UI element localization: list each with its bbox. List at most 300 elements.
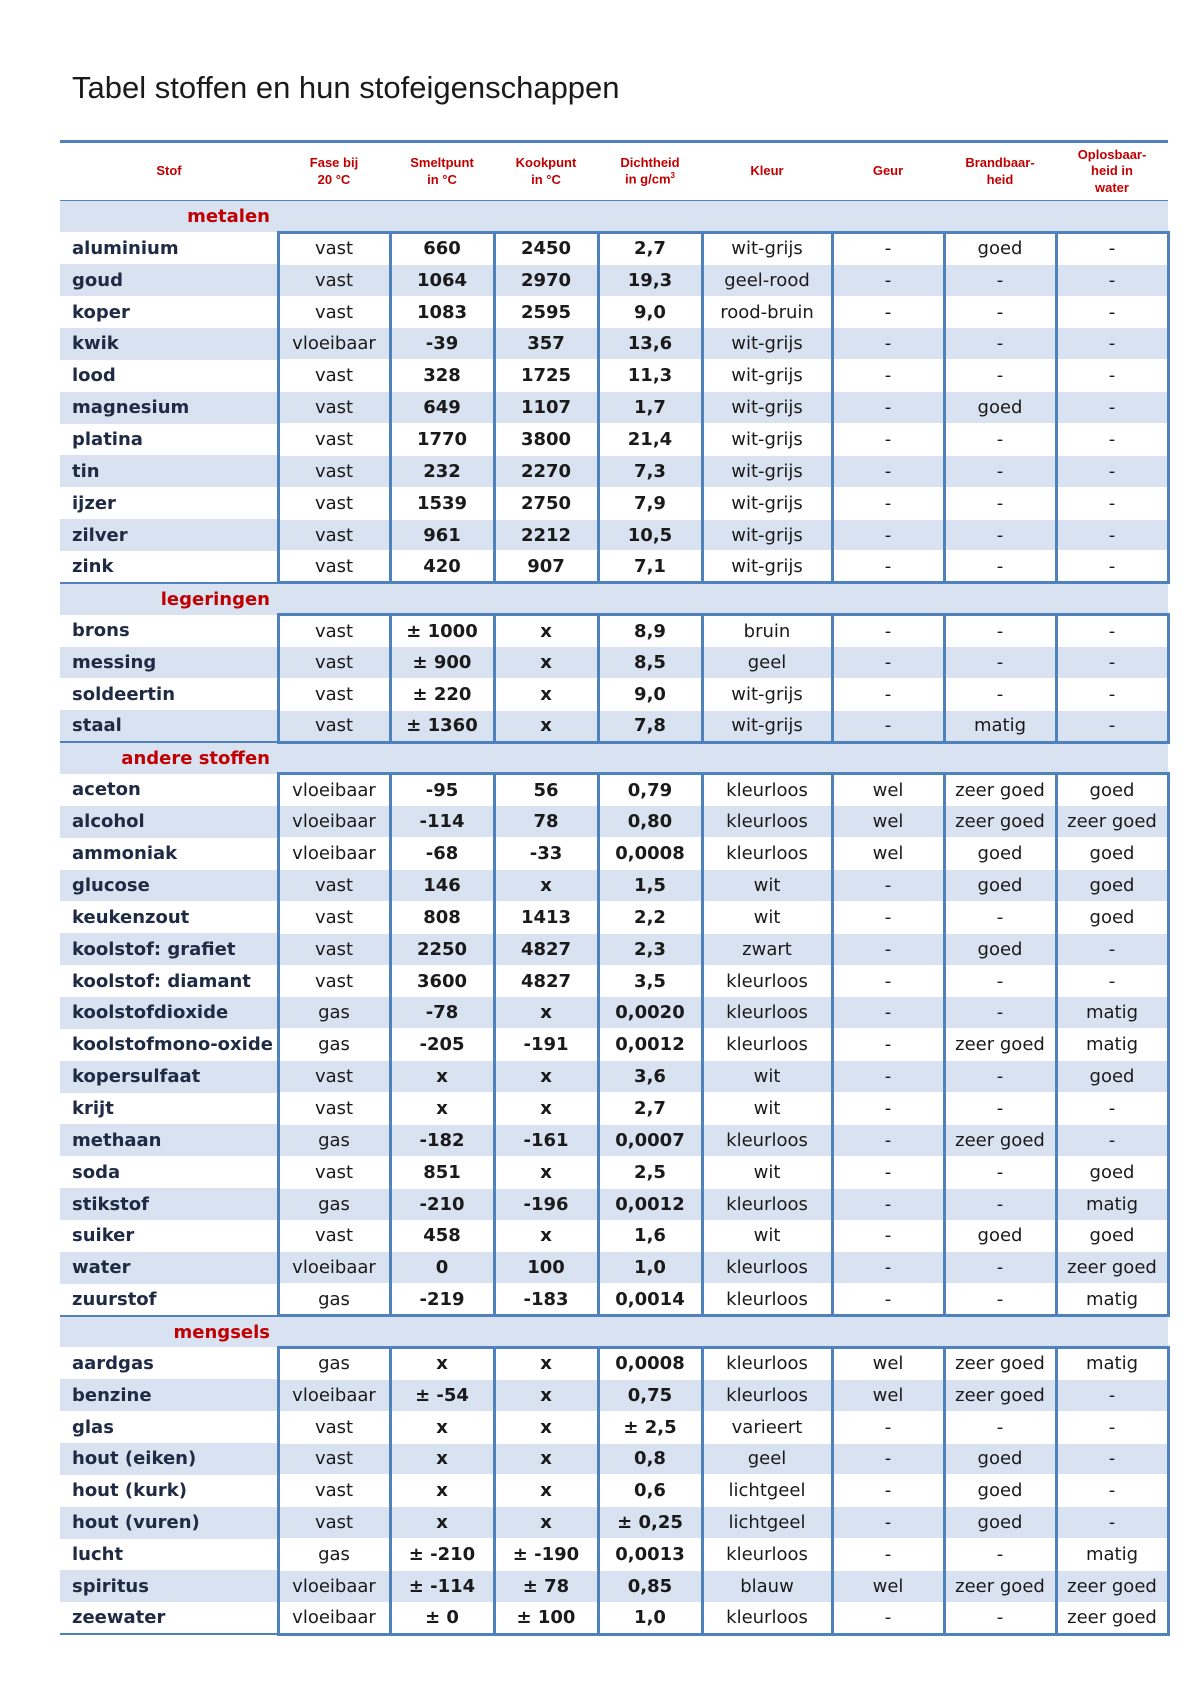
table-cell: - <box>1056 1379 1168 1411</box>
table-cell: matig <box>1056 997 1168 1029</box>
table-cell: 0,0013 <box>598 1539 702 1571</box>
table-cell: 0,79 <box>598 774 702 806</box>
table-row <box>60 1539 1168 1571</box>
table-cell: vast <box>278 455 390 487</box>
table-cell: - <box>944 424 1056 456</box>
table-cell: x <box>494 710 598 742</box>
table-cell: 11,3 <box>598 360 702 392</box>
table-cell: x <box>494 870 598 902</box>
table-cell: vloeibaar <box>278 1602 390 1634</box>
table-cell: matig <box>1056 1539 1168 1571</box>
table-cell: matig <box>944 710 1056 742</box>
substance-name: zink <box>72 555 114 577</box>
table-cell: kleurloos <box>702 1284 832 1316</box>
table-cell: 100 <box>494 1252 598 1284</box>
table-cell: 0,85 <box>598 1570 702 1602</box>
table-cell: 7,1 <box>598 551 702 583</box>
header-kookpunt: Kookpunt in °C <box>515 155 577 187</box>
table-cell: 4827 <box>494 965 598 997</box>
table-cell: ± 0 <box>390 1602 494 1634</box>
table-cell: vloeibaar <box>278 1379 390 1411</box>
table-cell: wit-grijs <box>702 392 832 424</box>
table-cell: rood-bruin <box>702 296 832 328</box>
table-cell: geel <box>702 647 832 679</box>
table-cell: gas <box>278 1347 390 1379</box>
table-cell: - <box>832 1443 944 1475</box>
table-row <box>60 647 1168 679</box>
table-cell: kleurloos <box>702 1029 832 1061</box>
table-cell: - <box>1056 519 1168 551</box>
table-cell: x <box>390 1093 494 1125</box>
table-cell: x <box>494 1507 598 1539</box>
table-cell: kleurloos <box>702 997 832 1029</box>
table-cell: - <box>944 296 1056 328</box>
table-cell: 3800 <box>494 424 598 456</box>
table-cell: 3,6 <box>598 1061 702 1093</box>
table-cell: 0,80 <box>598 806 702 838</box>
table-cell: 1,0 <box>598 1252 702 1284</box>
table-cell: x <box>494 615 598 647</box>
table-cell: 2595 <box>494 296 598 328</box>
substance-name: koolstof: grafiet <box>72 938 236 960</box>
table-cell: goed <box>944 1443 1056 1475</box>
table-cell: 2270 <box>494 455 598 487</box>
table-cell: 146 <box>390 870 494 902</box>
table-cell: gas <box>278 1539 390 1571</box>
table-cell: ± 1360 <box>390 710 494 742</box>
table-row <box>60 1570 1168 1602</box>
substance-name: benzine <box>72 1384 152 1406</box>
table-cell: 0,75 <box>598 1379 702 1411</box>
table-cell: 1,6 <box>598 1220 702 1252</box>
table-cell: 0,8 <box>598 1443 702 1475</box>
table-cell: - <box>1056 360 1168 392</box>
substance-name: glas <box>72 1416 114 1438</box>
substance-name: lucht <box>72 1544 124 1566</box>
table-cell: 2212 <box>494 519 598 551</box>
table-cell: kleurloos <box>702 1252 832 1284</box>
table-row <box>60 519 1168 551</box>
table-cell: - <box>832 551 944 583</box>
table-cell: - <box>944 1411 1056 1443</box>
table-cell: zeer goed <box>1056 1570 1168 1602</box>
table-row <box>60 455 1168 487</box>
category-row <box>60 1316 1168 1348</box>
table-row <box>60 1411 1168 1443</box>
table-cell: 1725 <box>494 360 598 392</box>
table-cell: 357 <box>494 328 598 360</box>
table-cell: - <box>1056 296 1168 328</box>
substance-name: zilver <box>72 524 128 546</box>
table-cell: 56 <box>494 774 598 806</box>
table-row <box>60 1093 1168 1125</box>
header-brandbaarheid: Brandbaar- heid <box>965 155 1035 187</box>
table-cell: wit-grijs <box>702 519 832 551</box>
table-cell: zeer goed <box>944 1379 1056 1411</box>
substance-name: stikstof <box>72 1193 149 1215</box>
header-row <box>60 142 1168 201</box>
substance-name: krijt <box>72 1097 114 1119</box>
table-cell: - <box>832 870 944 902</box>
table-cell: kleurloos <box>702 774 832 806</box>
table-cell: ± 1000 <box>390 615 494 647</box>
table-cell: kleurloos <box>702 1124 832 1156</box>
table-cell: wel <box>832 774 944 806</box>
table-cell: 1,7 <box>598 392 702 424</box>
table-row <box>60 1188 1168 1220</box>
table-cell: vast <box>278 296 390 328</box>
table-row <box>60 1252 1168 1284</box>
table-cell: goed <box>944 1220 1056 1252</box>
table-cell: - <box>944 328 1056 360</box>
table-cell: vast <box>278 870 390 902</box>
header-smeltpunt: Smeltpunt in °C <box>410 155 474 187</box>
table-cell: vast <box>278 360 390 392</box>
substance-name: koper <box>72 301 130 323</box>
table-cell: - <box>832 901 944 933</box>
substance-table <box>60 140 1170 1636</box>
table-cell: x <box>494 997 598 1029</box>
table-cell: 0,6 <box>598 1475 702 1507</box>
table-cell: 1083 <box>390 296 494 328</box>
table-cell: - <box>1056 710 1168 742</box>
table-cell: -183 <box>494 1284 598 1316</box>
table-row <box>60 1284 1168 1316</box>
table-cell: - <box>832 1539 944 1571</box>
table-cell: -39 <box>390 328 494 360</box>
category-filler <box>278 1316 1168 1348</box>
table-cell: - <box>832 615 944 647</box>
substance-name: hout (eiken) <box>72 1448 197 1470</box>
substance-name: koolstofmono-oxide <box>72 1034 273 1056</box>
table-cell: 458 <box>390 1220 494 1252</box>
table-cell: 1,0 <box>598 1602 702 1634</box>
substance-name: goud <box>72 269 123 291</box>
table-cell: wit <box>702 901 832 933</box>
table-row <box>60 551 1168 583</box>
table-cell: x <box>494 1443 598 1475</box>
substance-name: messing <box>72 651 157 673</box>
table-cell: - <box>832 678 944 710</box>
table-cell: 2,2 <box>598 901 702 933</box>
table-cell: 0,0012 <box>598 1188 702 1220</box>
table-cell: - <box>832 997 944 1029</box>
table-cell: kleurloos <box>702 838 832 870</box>
table-cell: gas <box>278 997 390 1029</box>
table-cell: - <box>832 1411 944 1443</box>
table-cell: -114 <box>390 806 494 838</box>
table-cell: 808 <box>390 901 494 933</box>
table-cell: goed <box>1056 774 1168 806</box>
table-cell: vast <box>278 965 390 997</box>
table-cell: wit-grijs <box>702 455 832 487</box>
table-cell: vast <box>278 1507 390 1539</box>
table-cell: ± -114 <box>390 1570 494 1602</box>
table-row <box>60 1507 1168 1539</box>
table-cell: - <box>944 965 1056 997</box>
table-cell: 0,0007 <box>598 1124 702 1156</box>
table-cell: 2750 <box>494 487 598 519</box>
table-row <box>60 1124 1168 1156</box>
table-cell: - <box>944 997 1056 1029</box>
table-cell: goed <box>944 1475 1056 1507</box>
table-cell: - <box>944 519 1056 551</box>
table-cell: 961 <box>390 519 494 551</box>
table-cell: -219 <box>390 1284 494 1316</box>
table-cell: - <box>1056 487 1168 519</box>
table-cell: vloeibaar <box>278 1252 390 1284</box>
table-cell: wit <box>702 1093 832 1125</box>
table-cell: 7,9 <box>598 487 702 519</box>
table-cell: - <box>832 1156 944 1188</box>
table-cell: - <box>832 1029 944 1061</box>
table-cell: zeer goed <box>1056 1602 1168 1634</box>
table-cell: - <box>944 1093 1056 1125</box>
table-cell: zeer goed <box>944 806 1056 838</box>
substance-name: hout (vuren) <box>72 1512 200 1534</box>
table-cell: vast <box>278 487 390 519</box>
table-cell: - <box>832 1188 944 1220</box>
table-cell: - <box>832 296 944 328</box>
table-cell: 2,7 <box>598 232 702 264</box>
table-cell: 2450 <box>494 232 598 264</box>
header-stof: Stof <box>156 163 182 179</box>
table-cell: - <box>1056 615 1168 647</box>
category-label: legeringen <box>60 583 278 615</box>
table-row <box>60 615 1168 647</box>
substance-name: aardgas <box>72 1352 154 1374</box>
page-title: Tabel stoffen en hun stofeigenschappen <box>72 70 620 105</box>
table-cell: goed <box>944 392 1056 424</box>
table-cell: gas <box>278 1188 390 1220</box>
table-cell: wit <box>702 1220 832 1252</box>
table-cell: goed <box>944 838 1056 870</box>
table-cell: wit-grijs <box>702 424 832 456</box>
table-cell: wit-grijs <box>702 678 832 710</box>
table-cell: - <box>944 1539 1056 1571</box>
substance-name: tin <box>72 460 100 482</box>
table-row <box>60 1443 1168 1475</box>
table-cell: 2250 <box>390 933 494 965</box>
table-cell: 0,0008 <box>598 1347 702 1379</box>
substance-name: alcohol <box>72 811 145 833</box>
table-cell: wit <box>702 870 832 902</box>
substance-name: soldeertin <box>72 683 176 705</box>
table-row <box>60 1602 1168 1634</box>
table-cell: vast <box>278 615 390 647</box>
table-cell: ± -190 <box>494 1539 598 1571</box>
table-cell: - <box>1056 1093 1168 1125</box>
table-cell: - <box>1056 392 1168 424</box>
table-cell: - <box>944 1602 1056 1634</box>
table-cell: ± 0,25 <box>598 1507 702 1539</box>
table-cell: wel <box>832 1570 944 1602</box>
substance-name: soda <box>72 1161 121 1183</box>
table-cell: goed <box>1056 870 1168 902</box>
table-cell: 21,4 <box>598 424 702 456</box>
substance-name: keukenzout <box>72 906 190 928</box>
table-cell: vloeibaar <box>278 838 390 870</box>
table-cell: 78 <box>494 806 598 838</box>
substance-name: platina <box>72 428 143 450</box>
table-cell: 1064 <box>390 264 494 296</box>
table-cell: - <box>832 1252 944 1284</box>
table-cell: - <box>832 264 944 296</box>
table-cell: vloeibaar <box>278 328 390 360</box>
table-cell: vast <box>278 551 390 583</box>
table-row <box>60 487 1168 519</box>
table-cell: wit-grijs <box>702 232 832 264</box>
table-row <box>60 838 1168 870</box>
table-cell: wit <box>702 1156 832 1188</box>
table-cell: 1107 <box>494 392 598 424</box>
table-cell: 1,5 <box>598 870 702 902</box>
table-cell: vast <box>278 647 390 679</box>
table-cell: - <box>1056 424 1168 456</box>
table-row <box>60 1220 1168 1252</box>
table-cell: 9,0 <box>598 678 702 710</box>
table-cell: gas <box>278 1124 390 1156</box>
table-cell: vast <box>278 519 390 551</box>
table-cell: matig <box>1056 1188 1168 1220</box>
table-cell: 1413 <box>494 901 598 933</box>
table-cell: x <box>494 1156 598 1188</box>
table-cell: - <box>1056 678 1168 710</box>
table-cell: goed <box>1056 1156 1168 1188</box>
table-cell: - <box>832 232 944 264</box>
table-cell: - <box>944 1188 1056 1220</box>
table-row <box>60 328 1168 360</box>
table-cell: matig <box>1056 1029 1168 1061</box>
table-cell: - <box>1056 232 1168 264</box>
table-cell: - <box>832 1602 944 1634</box>
table-cell: -182 <box>390 1124 494 1156</box>
table-row <box>60 360 1168 392</box>
table-cell: -191 <box>494 1029 598 1061</box>
table-cell: - <box>1056 1411 1168 1443</box>
table-cell: 0,0020 <box>598 997 702 1029</box>
table-cell: - <box>944 1156 1056 1188</box>
table-cell: - <box>832 1093 944 1125</box>
table-row <box>60 806 1168 838</box>
table-cell: kleurloos <box>702 1379 832 1411</box>
table-cell: - <box>944 360 1056 392</box>
table-cell: vast <box>278 1156 390 1188</box>
category-label: mengsels <box>60 1316 278 1348</box>
table-cell: - <box>1056 455 1168 487</box>
table-cell: goed <box>1056 838 1168 870</box>
table-cell: kleurloos <box>702 1602 832 1634</box>
table-cell: goed <box>944 232 1056 264</box>
table-row <box>60 933 1168 965</box>
substance-name: ammoniak <box>72 843 178 865</box>
table-cell: wit-grijs <box>702 360 832 392</box>
table-cell: 328 <box>390 360 494 392</box>
table-cell: - <box>944 1284 1056 1316</box>
table-cell: - <box>832 1061 944 1093</box>
table-cell: x <box>494 1220 598 1252</box>
table-cell: -205 <box>390 1029 494 1061</box>
table-cell: x <box>494 1379 598 1411</box>
table-cell: 3,5 <box>598 965 702 997</box>
header-geur: Geur <box>872 163 904 179</box>
table-cell: goed <box>944 1507 1056 1539</box>
table-cell: vast <box>278 1061 390 1093</box>
table-cell: - <box>832 1284 944 1316</box>
table-cell: - <box>944 615 1056 647</box>
table-cell: blauw <box>702 1570 832 1602</box>
table-cell: gas <box>278 1284 390 1316</box>
table-cell: - <box>1056 933 1168 965</box>
table-cell: wel <box>832 1347 944 1379</box>
table-cell: 8,9 <box>598 615 702 647</box>
substance-name: koolstofdioxide <box>72 1002 229 1024</box>
substance-name: koolstof: diamant <box>72 970 251 992</box>
header-kleur: Kleur <box>750 163 784 179</box>
table-cell: zeer goed <box>944 1347 1056 1379</box>
table-cell: - <box>832 647 944 679</box>
table-row <box>60 264 1168 296</box>
table-cell: - <box>832 519 944 551</box>
table-cell: lichtgeel <box>702 1475 832 1507</box>
table-row <box>60 232 1168 264</box>
table-cell: 660 <box>390 232 494 264</box>
table-cell: -78 <box>390 997 494 1029</box>
table-cell: ± 2,5 <box>598 1411 702 1443</box>
table-cell: x <box>390 1443 494 1475</box>
substance-name: methaan <box>72 1129 162 1151</box>
substance-name: water <box>72 1257 131 1279</box>
substance-name: aceton <box>72 779 141 801</box>
header-fase: Fase bij 20 °C <box>309 155 359 187</box>
table-cell: - <box>944 551 1056 583</box>
table-cell: - <box>832 710 944 742</box>
table-cell: x <box>494 1347 598 1379</box>
table-row <box>60 1156 1168 1188</box>
table-cell: -196 <box>494 1188 598 1220</box>
table-cell: wel <box>832 806 944 838</box>
table-cell: ± 100 <box>494 1602 598 1634</box>
substance-name: ijzer <box>72 492 116 514</box>
table-cell: 10,5 <box>598 519 702 551</box>
table-cell: 649 <box>390 392 494 424</box>
table-row <box>60 296 1168 328</box>
table-cell: x <box>390 1507 494 1539</box>
table-cell: gas <box>278 1029 390 1061</box>
table-cell: - <box>832 455 944 487</box>
table-cell: vast <box>278 1475 390 1507</box>
table-row <box>60 870 1168 902</box>
substance-name: brons <box>72 620 130 642</box>
table-cell: goed <box>944 870 1056 902</box>
table-cell: 2,7 <box>598 1093 702 1125</box>
table-cell: - <box>832 1507 944 1539</box>
table-cell: - <box>1056 965 1168 997</box>
category-row <box>60 201 1168 233</box>
table-cell: wit-grijs <box>702 710 832 742</box>
table-cell: wel <box>832 1379 944 1411</box>
table-cell: varieert <box>702 1411 832 1443</box>
substance-name: hout (kurk) <box>72 1480 187 1502</box>
table-cell: goed <box>944 933 1056 965</box>
substance-name: suiker <box>72 1225 135 1247</box>
table-cell: 1539 <box>390 487 494 519</box>
table-cell: 0 <box>390 1252 494 1284</box>
table-body <box>60 201 1168 1635</box>
table-cell: zwart <box>702 933 832 965</box>
table-cell: - <box>944 1252 1056 1284</box>
substance-name: aluminium <box>72 237 179 259</box>
